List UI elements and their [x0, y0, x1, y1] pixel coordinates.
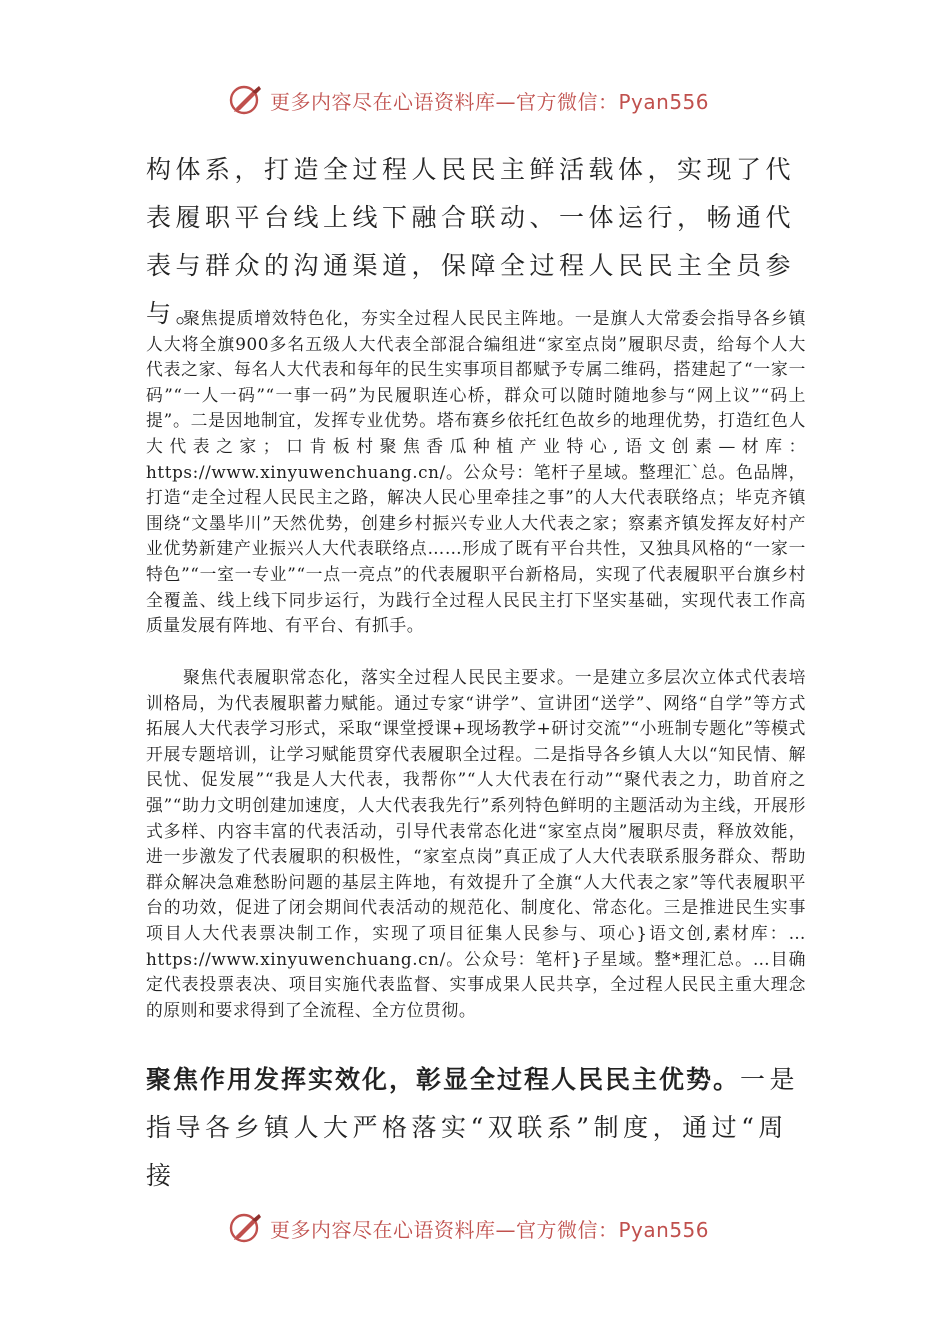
- paragraph-effectiveness: [146, 1056, 806, 1200]
- watermark-header: [228, 80, 748, 120]
- pen-circle-icon: [228, 1210, 264, 1246]
- paragraph-platform-features: 聚焦提质增效特色化，夯实全过程人民民主阵地。一是旗人大常委会指导各乡镇人大将全旗900多名五级人大代表全部混合编组进“家室点岗”履职尽责，给每个人大代表之家、每名人大代表和每年的民生实事项目都赋予专属二维码，搭建起了“一家一码”“一人一码”“一事一码”为民履职连心桥，群众可以随时随地参与“网上议”“码上提”。二是因地制宜，发挥专业优势。塔布赛乡依托红色故乡的地理优势，打造红色人大代表之家；口肯板村聚焦香瓜种植产业特心,语文创素—材库：https://www.xinyuwenchuang.cn/。公众号：笔杆子星域。整理汇`总。色品牌，打造“走全过程人民民主之路，解决人民心里牵挂之事”的人大代表联络点；毕克齐镇围绕“文墨毕川”天然优势，创建乡村振兴专业人大代表之家；察素齐镇发挥友好村产业优势新建产业振兴人大代表联络点……形成了既有平台共性，又独具风格的“一家一特色”“一室一专业”“一点一亮点”的代表履职平台新格局，实现了代表履职平台旗乡村全覆盖、线上线下同步运行，为践行全过程人民民主打下坚实基础，实现代表工作高质量发展有阵地、有平台、有抓手。: [146, 308, 806, 636]
- watermark-text: 更多内容尽在心语资料库—官方微信：Pyan556: [270, 1217, 710, 1242]
- paragraph-duty-normalization: 聚焦代表履职常态化，落实全过程人民民主要求。一是建立多层次立体式代表培训格局，为代表履职蓄力赋能。通过专家“讲学”、宣讲团“送学”、网络“自学”等方式拓展人大代表学习形式，采取“课堂授课+现场教学+研讨交流”“小班制专题化”等模式开展专题培训，让学习赋能贯穿代表履职全过程。二是指导各乡镇人大以“知民情、解民忧、促发展”“我是人大代表，我帮你”“人大代表在行动”“聚代表之力，助首府之强”“助力文明创建加速度，人大代表我先行”系列特色鲜明的主题活动为主线，开展形式多样、内容丰富的代表活动，引导代表常态化进“家室点岗”履职尽责，释放效能，进一步激发了代表履职的积极性，“家室点岗”真正成了人大代表联系服务群众、帮助群众解决急难愁盼问题的基层主阵地，有效提升了全旗“人大代表之家”等代表履职平台的功效，促进了闭会期间代表活动的规范化、制度化、常态化。三是推进民生实事项目人大代表票决制工作，实现了项目征集人民参与、项心}语文创,素材库：…https://www.xinyuwenchuang.cn/。公众号：笔杆}子星域。整*理汇总。…目确定代表投票表决、项目实施代表监督、实事成果人民共享，全过程人民民主重大理念的原则和要求得到了全流程、全方位贯彻。: [146, 667, 806, 1020]
- paragraph-lead-heading: 聚焦作用发挥实效化，彰显全过程人民民主优势。: [146, 1065, 741, 1094]
- watermark-footer: [228, 1208, 748, 1248]
- paragraph-continued: 构体系，打造全过程人民民主鲜活载体，实现了代表履职平台线上线下融合联动、一体运行，畅通代表与群众的沟通渠道，保障全过程人民民主全员参与。: [146, 155, 796, 328]
- pen-circle-icon: [228, 82, 264, 118]
- paragraph-lead-body: 一是指导各乡镇人大严格落实“双联系”制度，通过“周接: [146, 1065, 800, 1190]
- watermark-text: 更多内容尽在心语资料库—官方微信：Pyan556: [270, 89, 710, 114]
